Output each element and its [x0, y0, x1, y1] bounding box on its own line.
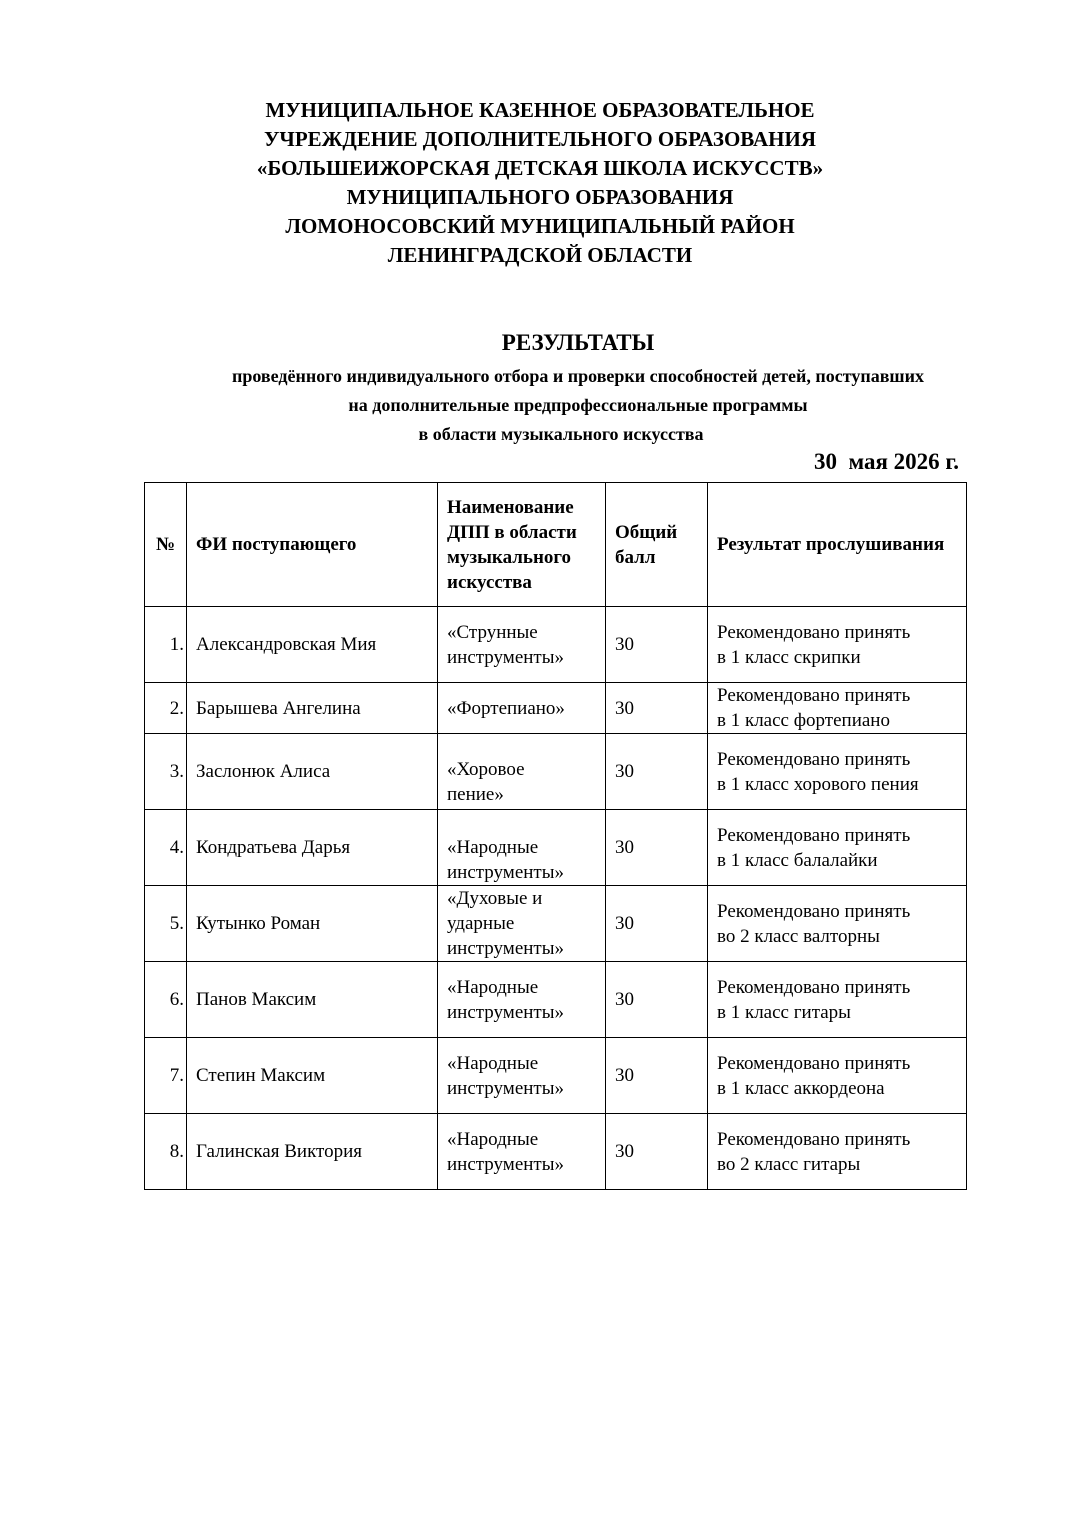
total-score: 30	[606, 1038, 708, 1114]
column-header-result: Результат прослушивания	[708, 483, 967, 607]
row-number: 6.	[145, 962, 187, 1038]
total-score: 30	[606, 962, 708, 1038]
header-line: «БОЛЬШЕИЖОРСКАЯ ДЕТСКАЯ ШКОЛА ИСКУССТВ»	[256, 156, 824, 180]
table-row	[145, 683, 967, 734]
table-row	[145, 962, 967, 1038]
table-row	[145, 1038, 967, 1114]
subtitle-line: в области музыкального искусства	[418, 424, 704, 444]
program-name: «Струнные инструменты»	[438, 607, 606, 683]
audition-result: Рекомендовано принять во 2 класс валторны	[708, 886, 967, 962]
applicant-name: Кутынко Роман	[187, 886, 438, 962]
applicant-name: Заслонюк Алиса	[187, 734, 438, 810]
program-name: «Народные инструменты»	[438, 1038, 606, 1114]
subtitle-line: проведённого индивидуального отбора и проверки способностей детей, поступавших	[232, 366, 924, 386]
column-header-program: Наименование ДПП в области музыкального искусства	[438, 483, 606, 607]
document-title: РЕЗУЛЬТАТЫ	[501, 330, 655, 355]
applicant-name: Кондратьева Дарья	[187, 810, 438, 886]
audition-result: Рекомендовано принять в 1 класс хорового пения	[708, 734, 967, 810]
subtitle-line: на дополнительные предпрофессиональные программы	[348, 395, 808, 415]
program-name: «Народные инструменты»	[438, 810, 606, 886]
applicant-name: Панов Максим	[187, 962, 438, 1038]
total-score: 30	[606, 734, 708, 810]
column-header-score: Общий балл	[606, 483, 708, 607]
program-name: «Хоровое пение»	[438, 734, 606, 810]
audition-result: Рекомендовано принять в 1 класс балалайки	[708, 810, 967, 886]
row-number: 7.	[145, 1038, 187, 1114]
row-number: 8.	[145, 1114, 187, 1190]
program-name: «Народные инструменты»	[438, 1114, 606, 1190]
row-number: 3.	[145, 734, 187, 810]
program-name: «Фортепиано»	[438, 683, 606, 734]
audition-result: Рекомендовано принять в 1 класс гитары	[708, 962, 967, 1038]
header-line: УЧРЕЖДЕНИЕ ДОПОЛНИТЕЛЬНОГО ОБРАЗОВАНИЯ	[264, 127, 816, 151]
total-score: 30	[606, 607, 708, 683]
header-line: МУНИЦИПАЛЬНОГО ОБРАЗОВАНИЯ	[346, 185, 734, 209]
header-line: МУНИЦИПАЛЬНОЕ КАЗЕННОЕ ОБРАЗОВАТЕЛЬНОЕ	[265, 98, 815, 122]
total-score: 30	[606, 810, 708, 886]
table-row	[145, 810, 967, 886]
row-number: 2.	[145, 683, 187, 734]
document-date: 30 мая 2026 г.	[813, 449, 959, 474]
table-row	[145, 734, 967, 810]
row-number: 1.	[145, 607, 187, 683]
total-score: 30	[606, 1114, 708, 1190]
institution-header	[0, 96, 1080, 270]
header-line: ЛЕНИНГРАДСКОЙ ОБЛАСТИ	[387, 243, 693, 267]
audition-result: Рекомендовано принять в 1 класс фортепиано	[708, 683, 967, 734]
column-header-name: ФИ поступающего	[187, 483, 438, 607]
applicant-name: Александровская Мия	[187, 607, 438, 683]
table-row	[145, 886, 967, 962]
row-number: 5.	[145, 886, 187, 962]
table-header-row	[145, 483, 967, 607]
audition-result: Рекомендовано принять во 2 класс гитары	[708, 1114, 967, 1190]
total-score: 30	[606, 886, 708, 962]
document-subtitle	[0, 362, 1080, 449]
results-table	[144, 482, 967, 1190]
program-name: «Духовые и ударные инструменты»	[438, 886, 606, 962]
row-number: 4.	[145, 810, 187, 886]
audition-result: Рекомендовано принять в 1 класс аккордеона	[708, 1038, 967, 1114]
audition-result: Рекомендовано принять в 1 класс скрипки	[708, 607, 967, 683]
total-score: 30	[606, 683, 708, 734]
applicant-name: Галинская Виктория	[187, 1114, 438, 1190]
column-header-num: №	[145, 483, 187, 607]
table-row	[145, 607, 967, 683]
table-row	[145, 1114, 967, 1190]
applicant-name: Барышева Ангелина	[187, 683, 438, 734]
applicant-name: Степин Максим	[187, 1038, 438, 1114]
program-name: «Народные инструменты»	[438, 962, 606, 1038]
header-line: ЛОМОНОСОВСКИЙ МУНИЦИПАЛЬНЫЙ РАЙОН	[285, 214, 795, 238]
